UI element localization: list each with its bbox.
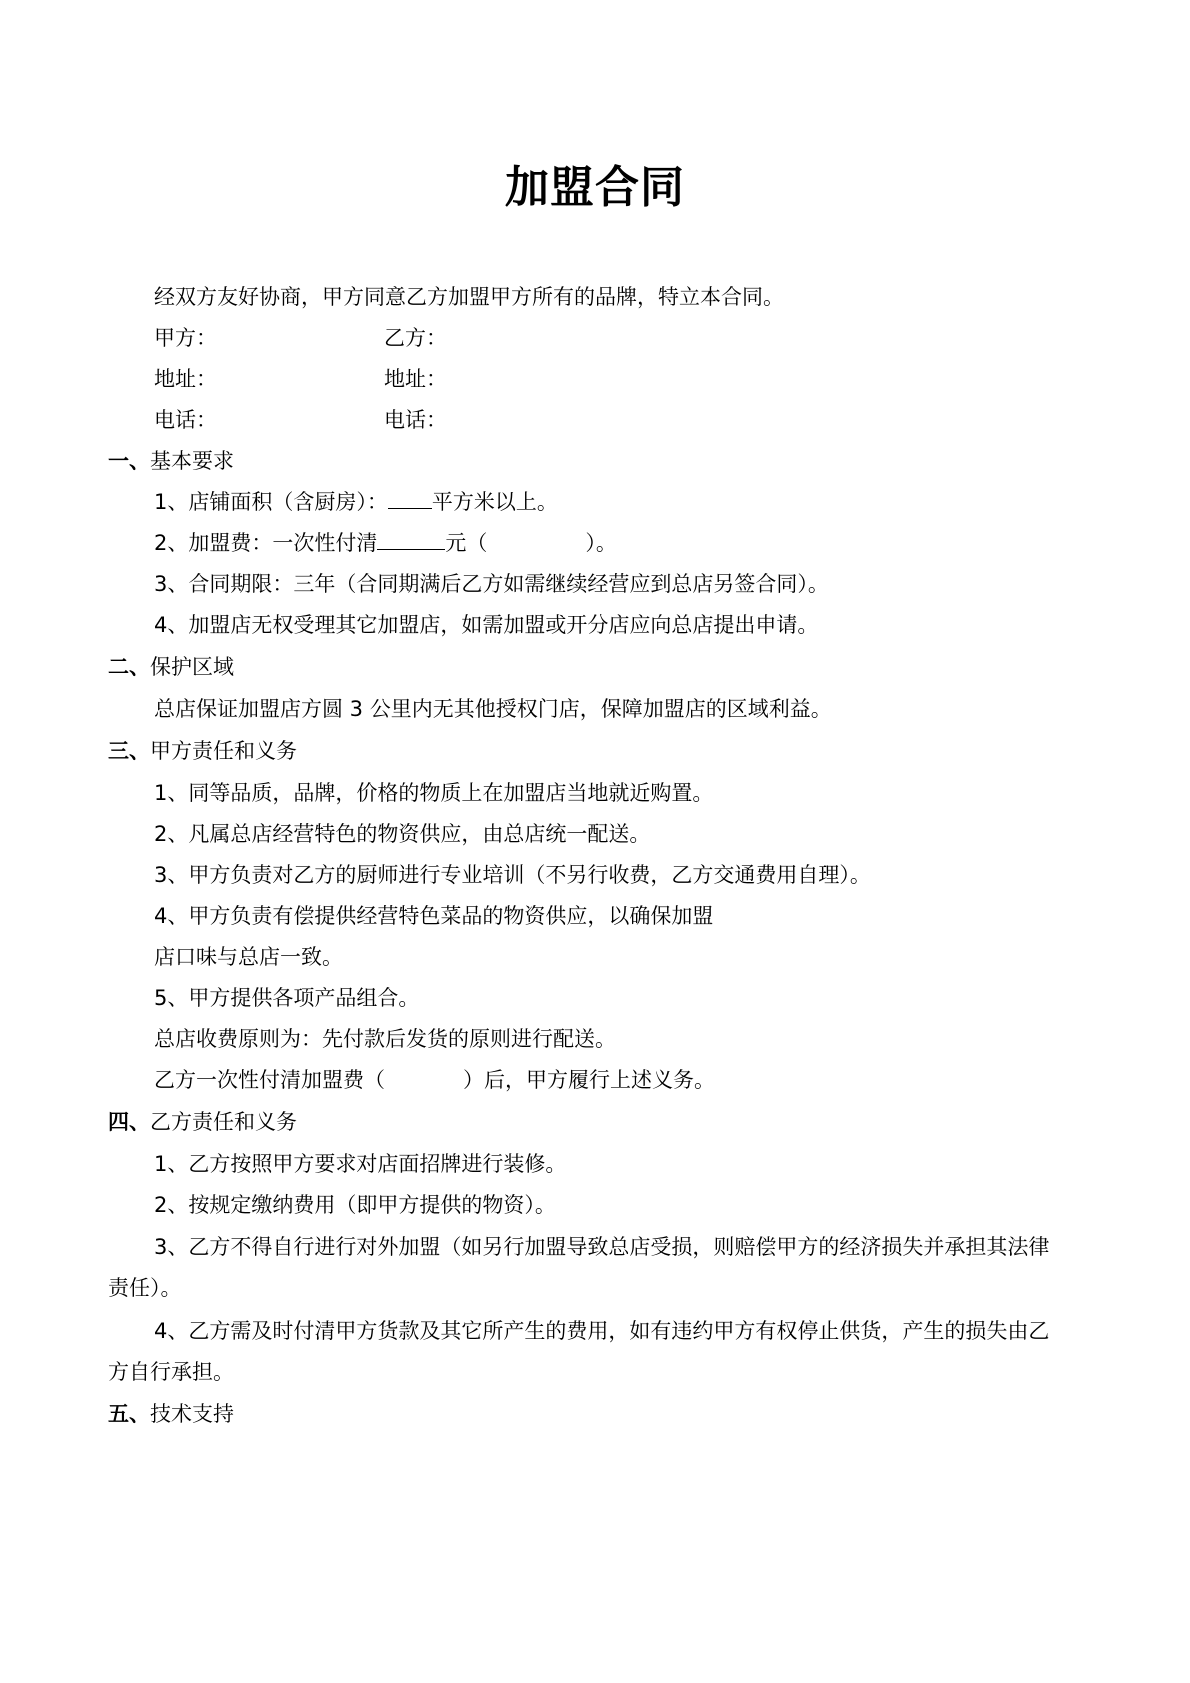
s4-item-4-line-1: 4、乙方需及时付清甲方货款及其它所产生的费用，如有违约甲方有权停止供货，产生的损失由乙 (154, 1319, 1050, 1343)
s1-item-2 (154, 529, 617, 557)
party-b-label: 乙方： (384, 326, 447, 350)
section-1-title: 基本要求 (150, 449, 234, 473)
s1-item-2-mid: 元（ (445, 531, 488, 555)
section-1-heading (108, 447, 234, 475)
s3-item-5: 5、甲方提供各项产品组合。 (154, 986, 420, 1010)
s3-paragraph-2-text: 乙方一次性付清加盟费（ (154, 1068, 385, 1092)
s4-item-4-line-2: 方自行承担。 (108, 1360, 234, 1384)
s2-paragraph: 总店保证加盟店方圆 3 公里内无其他授权门店，保障加盟店的区域利益。 (154, 697, 832, 721)
section-2-number: 二、 (108, 655, 150, 679)
section-5-title: 技术支持 (150, 1402, 234, 1426)
s4-item-3-line-2: 责任）。 (108, 1276, 182, 1300)
s1-item-2-suffix: ）。 (585, 531, 617, 555)
s1-item-1 (154, 488, 558, 516)
intro-paragraph: 经双方友好协商，甲方同意乙方加盟甲方所有的品牌，特立本合同。 (154, 285, 784, 309)
s1-item-1-suffix: 平方米以上。 (431, 490, 558, 514)
section-4-heading (108, 1108, 297, 1136)
s4-item-2: 2、按规定缴纳费用（即甲方提供的物资）。 (154, 1193, 556, 1217)
s1-item-2-text: 2、加盟费：一次性付清 (154, 531, 378, 555)
s3-item-1: 1、同等品质，品牌，价格的物质上在加盟店当地就近购置。 (154, 781, 714, 805)
section-5-heading (108, 1400, 234, 1428)
s3-paragraph-2 (154, 1066, 715, 1094)
party-a-address-label: 地址： (154, 367, 217, 391)
section-3-heading (108, 737, 297, 765)
section-4-number: 四、 (108, 1110, 150, 1134)
s3-item-3: 3、甲方负责对乙方的厨师进行专业培训（不另行收费，乙方交通费用自理）。 (154, 863, 871, 887)
section-4-title: 乙方责任和义务 (150, 1110, 297, 1134)
section-3-title: 甲方责任和义务 (150, 739, 297, 763)
s1-item-1-text: 1、店铺面积（含厨房）： (154, 490, 388, 514)
s4-item-1: 1、乙方按照甲方要求对店面招牌进行装修。 (154, 1152, 567, 1176)
s3-item-4-line-2: 店口味与总店一致。 (154, 945, 343, 969)
party-a-label: 甲方： (154, 326, 217, 350)
party-b-address-label: 地址： (384, 367, 447, 391)
section-2-heading (108, 653, 234, 681)
s3-paragraph-2-suffix: ）后，甲方履行上述义务。 (463, 1068, 715, 1092)
fee-blank (377, 529, 445, 550)
area-blank (388, 488, 432, 509)
section-1-number: 一、 (108, 449, 150, 473)
document-title: 加盟合同 (505, 162, 685, 213)
s4-item-3-line-1: 3、乙方不得自行进行对外加盟（如另行加盟导致总店受损，则赔偿甲方的经济损失并承担其法律 (154, 1235, 1050, 1259)
section-2-title: 保护区域 (150, 655, 234, 679)
s3-item-4-line-1: 4、甲方负责有偿提供经营特色菜品的物资供应，以确保加盟 (154, 904, 714, 928)
party-b-phone-label: 电话： (384, 408, 447, 432)
s3-item-2: 2、凡属总店经营特色的物资供应，由总店统一配送。 (154, 822, 651, 846)
section-5-number: 五、 (108, 1402, 150, 1426)
s1-item-3: 3、合同期限：三年（合同期满后乙方如需继续经营应到总店另签合同）。 (154, 572, 829, 596)
section-3-number: 三、 (108, 739, 150, 763)
s1-item-4: 4、加盟店无权受理其它加盟店，如需加盟或开分店应向总店提出申请。 (154, 613, 819, 637)
party-a-phone-label: 电话： (154, 408, 217, 432)
s3-paragraph-1: 总店收费原则为：先付款后发货的原则进行配送。 (154, 1027, 616, 1051)
